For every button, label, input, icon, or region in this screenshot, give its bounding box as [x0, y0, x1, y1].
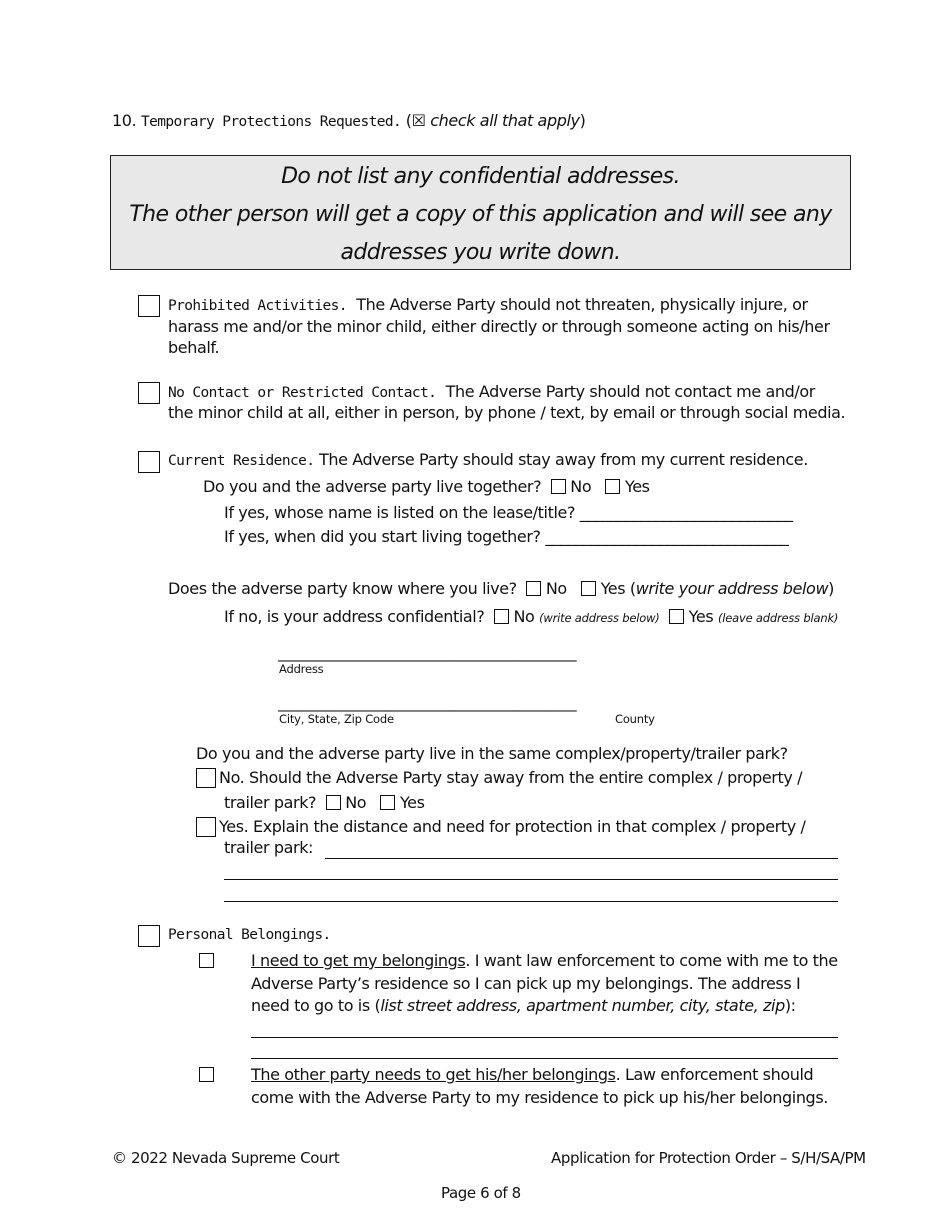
- stay-away-complex-no-checkbox[interactable]: [326, 795, 341, 810]
- mine-line-3: need to go to is (list street address, apartment number, city, state, zip):: [251, 996, 796, 1015]
- confidential-no-checkbox[interactable]: [494, 609, 509, 624]
- prohibited-line-3: behalf.: [168, 338, 220, 357]
- get-my-belongings-checkbox[interactable]: [199, 953, 214, 968]
- prohibited-activities-checkbox[interactable]: [138, 295, 160, 317]
- other-line-2: come with the Adverse Party to my residence to pick up his/her belongings.: [251, 1088, 828, 1107]
- complex-question: Do you and the adverse party live in the same complex/property/trailer park?: [196, 744, 788, 763]
- warning-line-2: The other person will get a copy of this application and will see any: [129, 202, 832, 227]
- section-title: Temporary Protections Requested.: [140, 114, 402, 130]
- warning-line-1: Do not list any confidential addresses.: [281, 164, 680, 189]
- mine-line-2: Adverse Party’s residence so I can pick up my belongings. The address I: [251, 974, 801, 993]
- residence-line: Current Residence. The Adverse Party should stay away from my current residence.: [168, 450, 808, 469]
- no-contact-line-1: No Contact or Restricted Contact. The Adverse Party should not contact me and/or: [168, 382, 815, 401]
- complex-no-line-1: No. Should the Adverse Party stay away from the entire complex / property /: [219, 768, 803, 787]
- other-party-belongings-checkbox[interactable]: [199, 1067, 214, 1082]
- personal-belongings-checkbox[interactable]: [138, 925, 160, 947]
- address-field[interactable]: __________________________________________: [278, 644, 577, 662]
- other-line-1: The other party needs to get his/her belongings. Law enforcement should: [251, 1065, 814, 1084]
- live-together-question: Do you and the adverse party live together? No Yes: [203, 477, 650, 496]
- address-label: Address: [279, 662, 324, 676]
- mine-line-1: I need to get my belongings. I want law enforcement to come with me to the: [251, 951, 838, 970]
- no-contact-checkbox[interactable]: [138, 382, 160, 404]
- no-contact-heading: No Contact or Restricted Contact.: [168, 385, 437, 401]
- confidential-yes-checkbox[interactable]: [669, 609, 684, 624]
- complex-no-line-2: trailer park? No Yes: [224, 793, 425, 812]
- city-state-zip-field[interactable]: __________________________________________: [278, 694, 577, 712]
- county-label: County: [615, 712, 655, 726]
- residence-heading: Current Residence.: [168, 453, 315, 469]
- complex-yes-line-2: trailer park:: [224, 838, 314, 857]
- checked-box-icon: ☒: [411, 111, 426, 130]
- footer-copyright: © 2022 Nevada Supreme Court: [112, 1149, 340, 1167]
- live-together-no-checkbox[interactable]: [551, 479, 566, 494]
- footer-form-title: Application for Protection Order – S/H/SA/PM: [551, 1149, 866, 1167]
- belongings-address-line-2[interactable]: [251, 1058, 838, 1059]
- prohibited-line-2: harass me and/or the minor child, either directly or through someone acting on his/her: [168, 317, 830, 336]
- lease-name-field[interactable]: ____________________________: [579, 503, 793, 522]
- knows-address-yes-checkbox[interactable]: [581, 581, 596, 596]
- footer-page-number: Page 6 of 8: [441, 1184, 521, 1202]
- city-state-zip-label: City, State, Zip Code: [279, 712, 394, 726]
- belongings-heading: Personal Belongings.: [168, 927, 331, 943]
- complex-yes-line-1: Yes. Explain the distance and need for protection in that complex / property /: [219, 817, 806, 836]
- prohibited-heading: Prohibited Activities.: [168, 298, 347, 314]
- since-question: If yes, when did you start living together? ________________________________: [224, 527, 789, 546]
- know-where-question: Does the adverse party know where you live? No Yes (write your address below): [168, 579, 834, 598]
- confidential-question: If no, is your address confidential? No (write address below) Yes (leave address blank): [224, 607, 839, 626]
- lease-question: If yes, whose name is listed on the lease/title? ____________________________: [224, 503, 793, 522]
- stay-away-complex-yes-checkbox[interactable]: [380, 795, 395, 810]
- living-together-since-field[interactable]: ________________________________: [545, 527, 789, 546]
- complex-explain-line-1[interactable]: [325, 858, 838, 859]
- belongings-address-line-1[interactable]: [251, 1037, 838, 1038]
- prohibited-line-1: Prohibited Activities. The Adverse Party should not threaten, physically injure, or: [168, 295, 808, 314]
- section-heading: 10. Temporary Protections Requested. (☒ check all that apply): [112, 111, 586, 130]
- complex-no-checkbox[interactable]: [196, 768, 216, 788]
- no-contact-line-2: the minor child at all, either in person, by phone / text, by email or through social media.: [168, 403, 846, 422]
- knows-address-no-checkbox[interactable]: [526, 581, 541, 596]
- current-residence-checkbox[interactable]: [138, 451, 160, 473]
- section-number: 10.: [112, 111, 137, 130]
- warning-line-3: addresses you write down.: [340, 240, 621, 265]
- complex-explain-line-3[interactable]: [224, 901, 838, 902]
- check-instruction: check all that apply: [430, 111, 580, 130]
- complex-explain-line-2[interactable]: [224, 879, 838, 880]
- confidential-warning-box: [110, 155, 851, 270]
- live-together-yes-checkbox[interactable]: [605, 479, 620, 494]
- complex-yes-checkbox[interactable]: [196, 817, 216, 837]
